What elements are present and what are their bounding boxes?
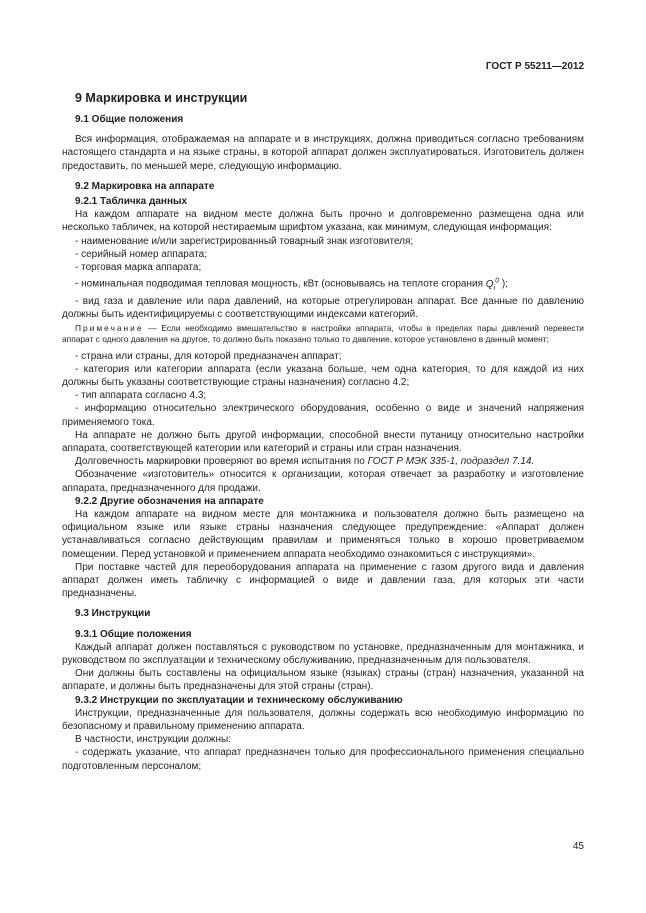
heat-value-formula: [486, 279, 499, 290]
paragraph: Инструкции, предназначенные для пользователя, должны содержать всю необходимую информацию по безопасному и правильному применению аппарата.: [62, 707, 584, 733]
paragraph: При поставке частей для переоборудования аппарата на применение с газом другого вида и давления аппарат должен иметь табличку с информацией о виде и давлении газа, для которых эти части предназначены.: [62, 561, 584, 600]
note: [62, 323, 584, 345]
paragraph: [62, 455, 584, 468]
paragraph-text: Долговечность маркировки проверяют во время испытания по: [75, 456, 368, 468]
paragraph: На каждом аппарате на видном месте для монтажника и пользователя должно быть размещено на официальном языке или языке страны назначения следующее предупреждение: «Аппарат должен устанавливаться согласно действующим правилам и применяться только в хорошо проветриваемом помещении. Перед установкой и применением аппарата необходимо ознакомиться с инструкциями».: [62, 509, 584, 560]
section-9-2-1-heading: 9.2.1 Табличка данных: [75, 196, 188, 208]
paragraph: Каждый аппарат должен поставляться с руководством по установке, предназначенным для монтажника, и руководством по эксплуатации и техническому обслуживанию, предназначенным для пользователя.: [62, 641, 584, 667]
list-item: - вид газа и давление или пара давлений, на которые отрегулирован аппарат. Все данные по давлению должны быть идентифицируемы с соответствующими индексами категорий.: [62, 295, 584, 320]
list-item-text: - номинальная подводимая тепловая мощность, кВт (основываясь на теплоте сгорания: [75, 278, 486, 290]
list-item: - информацию относительно электрического оборудования, особенно о виде и значений напряжения применяемого тока.: [62, 403, 584, 428]
section-9-3-2-heading: 9.3.2 Инструкции по эксплуатации и техническому обслуживанию: [75, 694, 403, 706]
list-item-tail: );: [501, 278, 508, 290]
page-number: 45: [572, 841, 584, 852]
section-9-1-paragraph: Вся информация, отображаемая на аппарате и в инструкциях, должна приводиться согласно требованиям настоящего стандарта и на языке страны, в которой аппарат должен эксплуатироваться. Изготовитель должен предоставить, по меньшей мере, следующую информацию.: [62, 134, 584, 172]
section-9-3-1-heading: 9.3.1 Общие положения: [75, 628, 192, 640]
paragraph: Они должны быть составлены на официальном языке (языках) страны (стран) назначения, указанной на аппарате, и должны быть предназначены для этой страны (стран).: [62, 668, 584, 693]
list-item: - содержать указание, что аппарат предназначен только для профессионального применения специально подготовленным персоналом;: [62, 747, 584, 772]
section-9-2-2-heading: 9.2.2 Другие обозначения на аппарате: [75, 495, 264, 507]
section-9-1-heading: 9.1 Общие положения: [75, 114, 184, 125]
note-label: Примечание: [75, 323, 144, 334]
formula-superscript: 0: [495, 277, 500, 285]
list-item: - наименование и/или зарегистрированный товарный знак изготовителя;: [75, 235, 414, 247]
paragraph: На аппарате не должно быть другой информации, способной внести путаницу относительно настройки аппарата, соответствующей категории или категорий и страны или стран назначения.: [62, 429, 584, 454]
note-text: — Если необходимо вмешательство в настройки аппарата, чтобы в пределах пары давлений перевести аппарат с одного давления на другое, то должно быть показано только то давление, которое установлено в данный момент;: [62, 323, 584, 345]
list-item: - серийный номер аппарата;: [75, 248, 208, 260]
section-9-heading: 9 Маркировка и инструкции: [75, 91, 248, 105]
formula-subscript: i: [493, 284, 496, 292]
list-item: - страна или страны, для которой предназначен аппарат;: [75, 350, 342, 362]
section-9-2-heading: 9.2 Маркировка на аппарате: [75, 180, 215, 192]
list-item: - торговая марка аппарата;: [75, 262, 202, 274]
section-9-2-1-paragraph: На каждом аппарате на видном месте должна быть прочно и долговременно размещена одна или несколько табличек, на которой нестираемым шрифтом указана, как минимум, следующая информация:: [62, 209, 584, 234]
paragraph: В частности, инструкции должны:: [75, 734, 231, 746]
page-content: [62, 90, 584, 773]
formula-symbol: Q: [485, 278, 494, 290]
standard-reference: ГОСТ Р МЭК 335-1, подраздел 7.14.: [367, 456, 535, 468]
list-item: - тип аппарата согласно 4.3;: [75, 390, 207, 402]
standard-designation: ГОСТ Р 55211—2012: [485, 61, 584, 72]
paragraph: Обозначение «изготовитель» относится к организации, которая отвечает за разработку и изготовление аппарата, предназначенного для продажи.: [62, 469, 584, 494]
list-item: [75, 274, 584, 295]
section-9-3-heading: 9.3 Инструкции: [75, 608, 151, 620]
list-item: - категория или категории аппарата (если указана больше, чем одна категория, то для каждой из них должны быть указаны соответствующие страны назначения) согласно 4.2;: [62, 363, 584, 388]
